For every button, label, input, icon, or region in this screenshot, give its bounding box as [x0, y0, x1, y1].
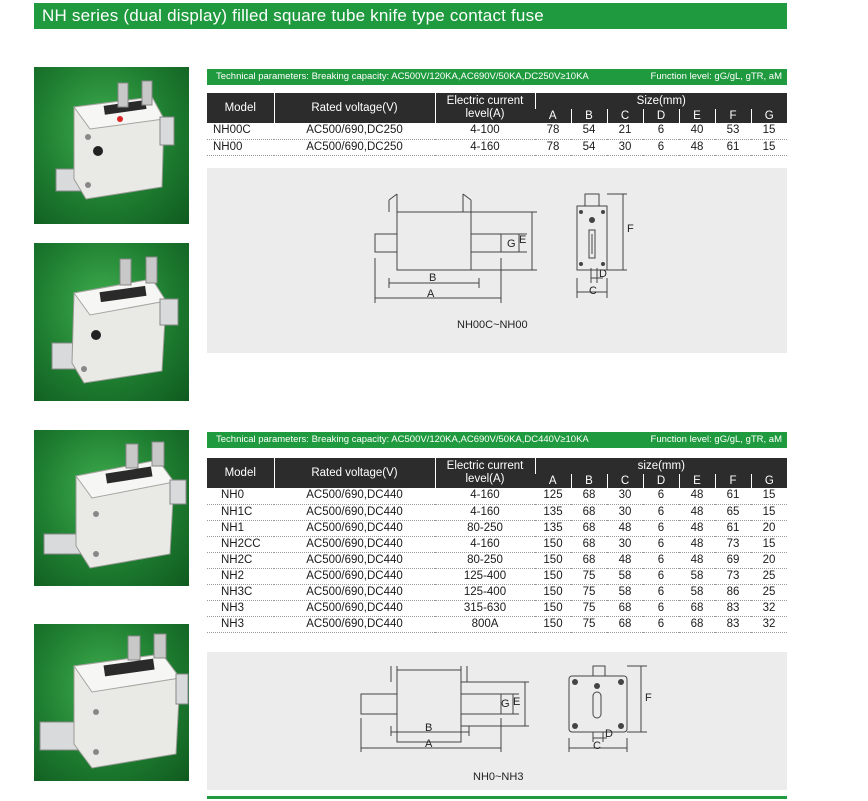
- cell-a: 150: [535, 568, 571, 584]
- cell-f: 83: [715, 616, 751, 632]
- cell-current: 125-400: [435, 584, 535, 600]
- cell-f: 83: [715, 600, 751, 616]
- dim-label-d: D: [599, 268, 607, 280]
- cell-model: NH3: [207, 616, 274, 632]
- cell-g: 15: [751, 504, 787, 520]
- dimension-drawing-2: [207, 652, 787, 790]
- cell-model: NH3: [207, 600, 274, 616]
- table-row: [207, 536, 787, 552]
- cell-c: 30: [607, 139, 643, 155]
- cell-b: 75: [571, 568, 607, 584]
- header-model: Model: [207, 458, 274, 488]
- cell-f: 69: [715, 552, 751, 568]
- cell-b: 68: [571, 536, 607, 552]
- header-model: Model: [207, 93, 274, 123]
- cell-e: 58: [679, 584, 715, 600]
- cell-a: 135: [535, 520, 571, 536]
- cell-c: 68: [607, 616, 643, 632]
- cell-f: 61: [715, 488, 751, 504]
- header-size: Size(mm): [535, 93, 787, 109]
- cell-b: 68: [571, 488, 607, 504]
- cell-d: 6: [643, 616, 679, 632]
- header-size-d: D: [643, 109, 679, 123]
- cell-f: 73: [715, 536, 751, 552]
- cell-d: 6: [643, 520, 679, 536]
- table-row: [207, 488, 787, 504]
- header-current: Electric current level(A): [435, 458, 535, 488]
- cell-current: 125-400: [435, 568, 535, 584]
- dimension-drawing-1: [207, 168, 787, 353]
- header-size-a: A: [535, 109, 571, 123]
- cell-current: 4-160: [435, 488, 535, 504]
- cell-voltage: AC500/690,DC440: [274, 488, 435, 504]
- table-row: [207, 584, 787, 600]
- cell-b: 75: [571, 584, 607, 600]
- header-size-d: D: [643, 474, 679, 488]
- cell-g: 20: [751, 520, 787, 536]
- cell-b: 68: [571, 552, 607, 568]
- header-size-f: F: [715, 109, 751, 123]
- header-size-b: B: [571, 474, 607, 488]
- cell-current: 800A: [435, 616, 535, 632]
- cell-d: 6: [643, 139, 679, 155]
- cell-d: 6: [643, 568, 679, 584]
- cell-a: 150: [535, 552, 571, 568]
- header-size-c: C: [607, 474, 643, 488]
- table-row: [207, 139, 787, 155]
- cell-voltage: AC500/690,DC250: [274, 123, 435, 139]
- cell-e: 48: [679, 536, 715, 552]
- cell-d: 6: [643, 600, 679, 616]
- spec-table-body: [207, 488, 787, 632]
- dim-label-c: C: [593, 740, 601, 752]
- cell-g: 32: [751, 616, 787, 632]
- cell-d: 6: [643, 584, 679, 600]
- cell-c: 48: [607, 552, 643, 568]
- header-size-g: G: [751, 474, 787, 488]
- cell-b: 75: [571, 600, 607, 616]
- cell-current: 4-160: [435, 504, 535, 520]
- cell-a: 78: [535, 123, 571, 139]
- cell-current: 80-250: [435, 552, 535, 568]
- dim-label-f: F: [645, 692, 652, 704]
- cell-voltage: AC500/690,DC440: [274, 568, 435, 584]
- table-row: [207, 520, 787, 536]
- cell-e: 48: [679, 520, 715, 536]
- table-row: [207, 616, 787, 632]
- cell-e: 58: [679, 568, 715, 584]
- table-row: [207, 504, 787, 520]
- table-row: [207, 600, 787, 616]
- product-photo-nh00: [34, 243, 189, 401]
- cell-c: 21: [607, 123, 643, 139]
- function-level-text: Function level: gG/gL, gTR, aM: [650, 434, 782, 445]
- cell-voltage: AC500/690,DC250: [274, 139, 435, 155]
- dim-label-a: A: [427, 288, 435, 300]
- dim-label-b: B: [429, 272, 437, 284]
- cell-e: 68: [679, 600, 715, 616]
- header-size-f: F: [715, 474, 751, 488]
- dim-label-a: A: [425, 738, 433, 750]
- cell-g: 32: [751, 600, 787, 616]
- cell-model: NH2CC: [207, 536, 274, 552]
- page-title: NH series (dual display) filled square tube knife type contact fuse: [42, 6, 544, 25]
- cell-a: 150: [535, 584, 571, 600]
- cell-a: 78: [535, 139, 571, 155]
- cell-d: 6: [643, 123, 679, 139]
- cell-c: 58: [607, 568, 643, 584]
- cell-b: 68: [571, 520, 607, 536]
- drawing-caption-1: NH00C~NH00: [457, 319, 528, 331]
- dim-label-e: E: [513, 696, 521, 708]
- table-row: [207, 552, 787, 568]
- cell-f: 61: [715, 139, 751, 155]
- title-bar: [34, 3, 787, 29]
- cell-current: 4-160: [435, 139, 535, 155]
- cell-g: 15: [751, 536, 787, 552]
- cell-model: NH2C: [207, 552, 274, 568]
- table-row: [207, 568, 787, 584]
- cell-d: 6: [643, 552, 679, 568]
- cell-a: 150: [535, 600, 571, 616]
- cell-b: 54: [571, 123, 607, 139]
- cell-voltage: AC500/690,DC440: [274, 536, 435, 552]
- cell-f: 61: [715, 520, 751, 536]
- cell-model: NH0: [207, 488, 274, 504]
- cell-f: 65: [715, 504, 751, 520]
- cell-f: 73: [715, 568, 751, 584]
- cell-model: NH3C: [207, 584, 274, 600]
- dim-label-c: C: [589, 285, 597, 297]
- cell-model: NH1: [207, 520, 274, 536]
- cell-current: 315-630: [435, 600, 535, 616]
- cell-c: 30: [607, 488, 643, 504]
- cell-current: 80-250: [435, 520, 535, 536]
- dimension-drawing-svg-2: [207, 652, 787, 790]
- cell-model: NH00C: [207, 123, 274, 139]
- bottom-rule: [207, 796, 787, 799]
- cell-model: NH1C: [207, 504, 274, 520]
- cell-voltage: AC500/690,DC440: [274, 616, 435, 632]
- cell-current: 4-160: [435, 536, 535, 552]
- cell-a: 150: [535, 616, 571, 632]
- cell-voltage: AC500/690,DC440: [274, 600, 435, 616]
- cell-g: 25: [751, 568, 787, 584]
- cell-c: 30: [607, 536, 643, 552]
- header-voltage: Rated voltage(V): [274, 93, 435, 123]
- header-size-c: C: [607, 109, 643, 123]
- cell-voltage: AC500/690,DC440: [274, 520, 435, 536]
- table-row: [207, 123, 787, 139]
- header-size-b: B: [571, 109, 607, 123]
- cell-b: 75: [571, 616, 607, 632]
- tech-params-band-1: [207, 69, 787, 85]
- cell-c: 48: [607, 520, 643, 536]
- header-voltage: Rated voltage(V): [274, 458, 435, 488]
- tech-params-text: Technical parameters: Breaking capacity: AC500V/120KA,AC690V/50KA,DC250V≥10KA: [216, 71, 589, 82]
- cell-g: 25: [751, 584, 787, 600]
- cell-g: 15: [751, 139, 787, 155]
- cell-d: 6: [643, 536, 679, 552]
- product-photo-nh1: [34, 430, 189, 586]
- product-photo-nh3: [34, 624, 189, 781]
- cell-current: 4-100: [435, 123, 535, 139]
- cell-voltage: AC500/690,DC440: [274, 584, 435, 600]
- header-current: Electric current level(A): [435, 93, 535, 123]
- cell-a: 125: [535, 488, 571, 504]
- dim-label-g: G: [501, 698, 510, 710]
- header-size-a: A: [535, 474, 571, 488]
- dim-label-b: B: [425, 722, 433, 734]
- cell-d: 6: [643, 488, 679, 504]
- cell-b: 54: [571, 139, 607, 155]
- spec-table-body: [207, 123, 787, 155]
- cell-e: 48: [679, 504, 715, 520]
- spec-table-1: [207, 93, 787, 156]
- header-size: size(mm): [535, 458, 787, 474]
- cell-voltage: AC500/690,DC440: [274, 552, 435, 568]
- product-photo-nh00c: [34, 67, 189, 224]
- cell-g: 15: [751, 123, 787, 139]
- cell-f: 86: [715, 584, 751, 600]
- cell-g: 15: [751, 488, 787, 504]
- cell-model: NH2: [207, 568, 274, 584]
- drawing-caption-2: NH0~NH3: [473, 771, 524, 783]
- cell-e: 48: [679, 488, 715, 504]
- cell-d: 6: [643, 504, 679, 520]
- dim-label-g: G: [507, 238, 516, 250]
- cell-g: 20: [751, 552, 787, 568]
- dim-label-f: F: [627, 223, 634, 235]
- cell-e: 40: [679, 123, 715, 139]
- tech-params-text: Technical parameters: Breaking capacity: AC500V/120KA,AC690V/50KA,DC440V≥10KA: [216, 434, 589, 445]
- cell-b: 68: [571, 504, 607, 520]
- dim-label-d: D: [605, 728, 613, 740]
- cell-c: 58: [607, 584, 643, 600]
- header-size-g: G: [751, 109, 787, 123]
- cell-a: 150: [535, 536, 571, 552]
- cell-c: 68: [607, 600, 643, 616]
- header-size-e: E: [679, 474, 715, 488]
- tech-params-band-2: [207, 432, 787, 448]
- cell-voltage: AC500/690,DC440: [274, 504, 435, 520]
- cell-model: NH00: [207, 139, 274, 155]
- header-size-e: E: [679, 109, 715, 123]
- cell-c: 30: [607, 504, 643, 520]
- function-level-text: Function level: gG/gL, gTR, aM: [650, 71, 782, 82]
- dim-label-e: E: [519, 234, 527, 246]
- cell-e: 48: [679, 139, 715, 155]
- cell-f: 53: [715, 123, 751, 139]
- cell-a: 135: [535, 504, 571, 520]
- cell-e: 48: [679, 552, 715, 568]
- spec-table-2: [207, 458, 787, 633]
- cell-e: 68: [679, 616, 715, 632]
